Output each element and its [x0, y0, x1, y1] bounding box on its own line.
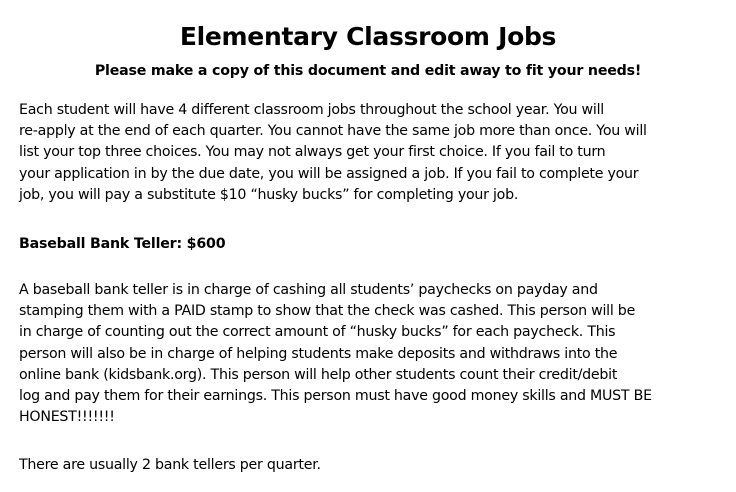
- intro-line: re-apply at the end of each quarter. You cannot have the same job more than once. You will: [19, 123, 647, 140]
- intro-line: your application in by the due date, you will be assigned a job. If you fail to complete your: [19, 165, 639, 182]
- job-description-line: in charge of counting out the correct amount of “husky bucks” for each paycheck. This: [19, 324, 616, 341]
- job-description-line: person will also be in charge of helping students make deposits and withdraws into the: [19, 345, 618, 362]
- intro-line: Each student will have 4 different classroom jobs throughout the school year. You will: [19, 102, 604, 118]
- job-description-paragraph: [19, 280, 719, 428]
- job-description-line: A baseball bank teller is in charge of cashing all students’ paychecks on payday and: [19, 282, 598, 298]
- teller-count-note: There are usually 2 bank tellers per quarter.: [19, 457, 321, 473]
- job-heading: Baseball Bank Teller: $600: [19, 236, 226, 252]
- document-title: Elementary Classroom Jobs: [179, 22, 557, 51]
- job-description-line: log and pay them for their earnings. This person must have good money skills and MUST BE: [19, 388, 652, 405]
- intro-paragraph: [19, 100, 719, 206]
- job-description-line: HONEST!!!!!!!: [19, 409, 115, 426]
- job-description-line: stamping them with a PAID stamp to show that the check was cashed. This person will be: [19, 303, 636, 320]
- document-subtitle: Please make a copy of this document and edit away to fit your needs!: [94, 63, 642, 79]
- intro-line: job, you will pay a substitute $10 “husky bucks” for completing your job.: [19, 186, 519, 203]
- job-description-line: online bank (kidsbank.org). This person will help other students count their credit/debit: [19, 366, 618, 383]
- intro-line: list your top three choices. You may not always get your first choice. If you fail to turn: [19, 144, 606, 161]
